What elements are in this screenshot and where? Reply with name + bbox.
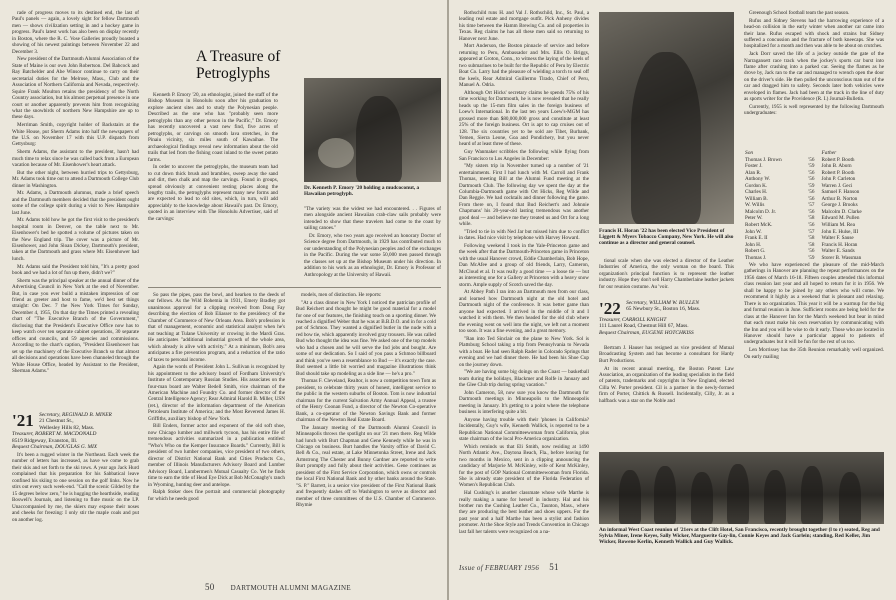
paragraph: rade of progress moves to its destined end, the last of Paul's panels — again, a lovely sight for fellow Dartmouth men — shows civilization setting in and a hockey game in progress. Paul's latest work has also been on display recently in Boston, where the R. C. Vose Galleries proudly boasted a showing of his newest paintings between November 22 and December 3. <box>12 10 139 55</box>
right-column-2-bottom <box>599 345 734 445</box>
reunion-person <box>691 472 713 524</box>
paragraph: Guy Wanmaker scribbles the following while flying from San Francisco to Los Angeles in December: <box>459 149 589 162</box>
paragraph: Although Ort Hicks' secretary claims he spends 75% of his time working for Dartmouth, he is now revealed that he really heads up the 15-mm film sales in the foreign business of Loew's International. In the last ten years Loew's-MGM has grossed more than $80,000,000 gross and constitute at least 25% of the foreign business. Ort is apt to cap cruises out of 128. The six countries yet to be sold are Tibet, Burbank, Yemen, Sierra Leone, Goa and Pondichery, but you never heard of at least three of these. <box>459 89 589 148</box>
roster-class-year: '56 <box>808 176 815 183</box>
left-column-1-bottom <box>12 452 139 578</box>
left-column-3 <box>296 292 436 576</box>
roster-class-year: '56 <box>808 208 815 215</box>
class-treasurer-address: 111 Laurel Road, Chestnut Hill 67, Mass. <box>599 323 689 330</box>
left-column-2 <box>148 292 285 576</box>
publication-title: DARTMOUTH ALUMNI MAGAZINE <box>230 584 351 592</box>
roster-class-year: '59 <box>808 254 815 261</box>
right-column-3-top <box>744 10 884 148</box>
left-footer <box>205 582 351 592</box>
paragraph: "At a class dinner in New York I noticed the patrician profile of Bud Reichert and thought he might be good material for a model for one of our features, the finishing touch on a sporting dinner. We reached a dignified Weber that he was at B.B.D.O. and in for a cold pot of Schmoo. They wanted a dignified butler in the nude with a red bow tie, which apparently involved gray trousers. He was called Bud who thought the idea was fine. We asked one of the top models who had a chosen and he will serve the Ind jobs and bought. Are some of our dedication. So I said of you pass a Schmoo billboard and think you've seen a resemblance to Bud — it's exactly the case. Bud seemed a little bit worried and magazine illustrations think Bud should take up modeling as a side line — he's a pro." <box>296 299 436 377</box>
paragraph: Hal Cushing's is another classmate whose wife Marthe is really making a name for herself in industry. Hal and his brother run the Cushing Leather Co., Taunton, Mass., where they are producing the best leather and shoes uppers. For the past year and a half Marthe has been a stylist and fashion promoter. At the Shoe Style and Trends Convention in Chicago last fall her talents were recognized on a na- <box>459 490 589 535</box>
roster-father: Edward M. Pullen <box>821 215 860 222</box>
roster-father: Samuel F. Hanson <box>821 189 860 196</box>
roster-son: Peter W. <box>745 215 763 222</box>
roster-class-year: '56 <box>808 156 815 163</box>
paragraph: Dr. Emory, who two years ago received an honorary Doctor of Science degree from Dartmouth, in 1929 has contributed much to our understanding of the Polynesian peoples and of the exchanges in the Pacific. During the war some 50,000 men passed through the classes set up at the Bishop Museum under his direction. In addition to his work as an ethnologist, Dr. Emory is Professor of Anthropology at the University of Hawaii. <box>304 233 441 278</box>
class-year: '21 <box>12 411 34 430</box>
roster-father: Warren J. Geci <box>821 182 853 189</box>
paragraph: Bill Enders, former actor and exponent of the old soft shoe, now Chicago lumber and millwork tycoon, has his entire file of tremendous activities summarized in a publication entitled: "Who's Who on the Kemper Insurance Boards." Currently, Bill is president of two lumber companies, vice president of two others, director of District National Bank and Cities Products Co., member of Illinois Manufacturers Advisory Board and Lumber Advisory Board, Lumbermen's Mutual Casualty Co. Yet he finds time to earn the title of Head Eye Dick at Bob McConaghy's ranch in Wyoming, hunting deer and antelope. <box>148 423 285 488</box>
roster-father: Storer B. Wassman <box>821 254 862 261</box>
roster-father: Robert P. Booth <box>821 156 855 163</box>
reunion-person <box>727 464 749 524</box>
class-bequest-chairman: Bequest Chairman, DOUGLAS G. MIX <box>12 444 98 451</box>
paragraph: At Abbey Path I ran into an Dartmouth men from our class, and learned how Dartmouth night at the old hotel and Dartmouth night of the conference. It was better game than anyone had expected. I arrived in the middle of it and I watched it with them. We then headed for the old club where the evening went on well into the night, we left not a moment too soon. It was a fine evening, and a great memory. <box>459 289 589 335</box>
class-treasurer-address: 8519 Ridgeway, Evanston, Ill. <box>12 437 78 444</box>
left-page <box>0 0 447 600</box>
roster-son: Alan R. <box>745 169 762 176</box>
paragraph: Bertram J. Hauser has resigned as vice president of Mutual Broadcasting System and has become a consultant for Hardy Burt Productions. <box>599 345 734 364</box>
emory-photo <box>304 78 441 182</box>
emory-photo-caption: Dr. Kenneth P. Emory '20 holding a mudcoconut, a Hawaiian petroglyph. <box>304 185 420 198</box>
roster-father: Arthur B. Norton <box>821 195 858 202</box>
roster-son: Robert G. <box>745 248 766 255</box>
roster-class-year: '57 <box>808 202 815 209</box>
paragraph: Sherm Adams, the assistant to the president, hasn't had much time to relax since he was called back from a European vacation because of Mr. Eisenhower's heart attack. <box>12 149 139 168</box>
paragraph: The January meeting of the Dartmouth Alumni Council in Minneapolis throws the spotlight on our '21 men there. Reg Wilde had lunch with Burt Chapman and Gene Kennedy while he was in Chicago on business. Burt handles the Varsity office of David C. Bell & Co., real estate, at Lake Minnetonka Street, Irene and Jack Armstrong The Chester and Bunny Gardner are reported to write Burt promptly and fully about their activities. Gene continues as president of the First Service Corporation, which owns or controls the local First National Bank and by other banks around the State. "S. P." Barrett, is a senior vice president of the First National Bank and frequently dashes off to Washington to serve as director and member of three committees of the U.S. Chamber of Commerce. Rhymie <box>296 424 436 509</box>
paragraph: Kenneth P. Emory '20, an ethnologist, joined the staff of the Bishop Museum in Honolulu soon after his graduation to explore ancient sites and to study the Polynesian people. Described as the one who has "probably seen more petroglyphs than any other person in the Pacific," Dr. Emory has recently uncovered a vast new find, five acres of petroglyphs, or carvings on smooth lava stretches, in the Pinaiu vicinity, six miles south of Kawaihae. The archaeological findings reveal new information about the old trails that led from the fishing coast inland to the sweet potato farms. <box>148 92 278 163</box>
paragraph: Thomas F. Cleveland, Realtor, is now a competition town Tom as president, to celebrate thirty years of honest, intelligent service to the public in the western suburbs of Boston. Tom is now industrial chairman for the current Salvation Army Annual Appeal, a trustee of the Henry Coonan Fund, a director of the Newton Co-operative Bank, a co-operator of the Newton Savings Bank and former chairman of the Newton Real Estate Board. <box>296 378 436 423</box>
paragraph: "Tried to tie in with Ned Jar but missed him due to conflict in dates. Had nice visit by telephone with Harvey Howard. <box>459 228 589 242</box>
roster-class-year: '56 <box>808 222 815 229</box>
paragraph: Mr. Adams told how he got the first visit to the president's hospital room in Denver, on the table next to Mr. Eisenhower's bed he spotted a volume of pictures taken on the New England trip. The cover was a picture of Mr. Eisenhower, and John Sloan Dickey, Dartmouth's president, taken at the Dartmouth and grass where Mr. Eisenhower had lunch. <box>12 217 139 262</box>
paragraph: Again the words of President John L. Sullivan is recognized by his appointment to the advisory board of Fordham University's Institute of Contemporary Russian Studies. His associates on the four-man board are Walter Bedell Smith, vice chairman of the American Machine and Foundry Co. and former director of the Central Intelligence Agency; Rear Admiral Harold B. Miller, USN (ret.), director of the information department of the American Petroleum Institute of America; and the Most Reverend James H. Griffiths, auxiliary bishop of New York. <box>148 364 285 422</box>
class-treasurer: Treasurer, CARROLL KNIGHT <box>599 317 667 323</box>
roster-son: John W. <box>745 228 762 235</box>
roster-class-year: '57 <box>808 228 815 235</box>
roster-father: Robert P. Booth <box>821 169 855 176</box>
paragraph: Rothschild runs H. and Val J. Rothschild, Inc., St. Paul, a leading real estate and mortgage outfit. Pick Anheny divides his time between the Hamm Brewing Co. and oil properties in Texas. Reg claims he has all these men said so returning to Hanover next June. <box>459 10 589 42</box>
emory-silhouette <box>356 96 402 182</box>
roster-son: Thomas J. Brown <box>745 156 782 163</box>
horan-silhouette <box>631 52 701 224</box>
left-column-1-top <box>12 10 139 410</box>
paragraph: So pass the pipes, pass the bowl, and hearken to the deeds of our fellows. As the Wild Bohemia in 1931, Emery Bradley got unanimous approval for a clipping received from Doug Fay describing the election of Bob Eliasser to the presidency of the Chamber of Commerce of New Orleans Area. Bob's profession is that of management, economic and statistical analyst when he's not teaching at Tulane University or crowing in the Mardi Gras. He anticipates "additional industrial growth of the whole area, which already is alive with activity." At a minimum, Bob's area anticipates a fire prevention program, and a reduction of the ratio of taxes to personal income. <box>148 292 285 363</box>
class-address-2: Wellesley Hills 82, Mass. <box>39 424 95 431</box>
right-column-2-top <box>599 258 734 298</box>
paragraph: Anyone having trouble with their 'phones in California? Incidentally, Guy's wife, Kenneth Wallick, is reported to be a Republican National Committeewoman from California, plus state chairman of the local Pro-America organization. <box>459 416 589 443</box>
paragraph: Currently, 1955 is well represented by the following Dartmouth undergraduates: <box>744 103 884 117</box>
right-page-number: 51 <box>549 562 559 572</box>
class-21-header <box>12 412 142 450</box>
roster-header-son: Son <box>745 150 754 156</box>
paragraph: Mort Anderson, the Boston pinnacle of service and before returning to Peru, Ambassador and Mrs. Ellis O. Briggs, appeared at Groton, Conn., to witness the laying of the keels of two submarines to be built for the Republic of Peru by Electric Boat Co. Larry had the pleasure of wielding a torch to seal off the keels, Rear Admiral Guillermo Tirado, Chief of Peru, Manuel A. Odria. <box>459 43 589 89</box>
roster-son: W. Willis <box>745 202 765 209</box>
roster-father: Francis H. Horan <box>821 241 858 248</box>
roster-father: John E. Hulse, III <box>821 228 859 235</box>
reunion-person <box>801 466 823 524</box>
roster-son: Foster J. <box>745 163 763 170</box>
class-year: '22 <box>599 299 621 318</box>
paragraph: tional scale when she was elected a director of the Leather Industries of America, the only woman on the board. This organization's principal function is to represent the leather industry. Hope they don't sell Harry Chamberlaine leather jackets for our reunion costume. Au 'voir. <box>599 258 734 290</box>
paragraph: Jack Dorr saved the life of a jockey outside the gate of the Narragansett race track when the jockey's sports car burst into flame after crashing into a parked car. Seeing the flames as he drove by, Jack ran to the car and managed to wrench open the door on the driver's side. He then pulled the unconscious man out of the car and dragged him to safety. Seconds later both vehicles were enveloped in flames. Jack had been at the track in the line of duty as sports writer for the Providence (R. I.) Journal-Bulletin. <box>744 51 884 103</box>
roster-son: Gordon K. <box>745 182 768 189</box>
reunion-person <box>654 466 676 524</box>
class-secretary: Secretary, REGINALD B. MINER <box>39 412 112 418</box>
roster-son: Robert McK. <box>745 222 773 229</box>
reunion-photo <box>599 452 884 524</box>
class-bequest-chairman: Bequest Chairman, EUGENE HOTCHKISS <box>599 329 694 336</box>
roster-class-year: '58 <box>808 241 815 248</box>
roster-father: George J. Brooks <box>821 202 858 209</box>
issue-date: Issue of FEBRUARY 1956 <box>459 564 540 572</box>
paragraph: Sherm was the principal speaker at the annual dinner of the Advertising Council in New York at the end of November. But, in case you ever build a mistaken impression of our friend as greeter and host to fame, we'd best set things straight: On Dec. 7 the New York Times for Sunday, December 4, 1955, On that day the Times printed a revealing chart of "The Executive Branch of the Government," disclosing that the President's Executive Office now has to keep watch over ten separate cabinet operations, 30 separate offices and councils, and 59 agencies and commissions. According to the chart's caption, "President Eisenhower has set up the machinery of the Executive Branch so that almost all decisions and operations have been channeled through the White House Office, headed by Assistant to the President, Sherman Adams." <box>12 277 139 374</box>
roster-father: John P. Carleton <box>821 176 856 183</box>
paragraph: It's been a rugged winter in the Northeast. Each week the number of letters has increased, as have we come to grab their skis and set forth to the ski tows. A year ago Jack Hurd complained that his preparation for his Sabbatical leave confined his skiing to one session on the golf links. Now he stirs out every such week-end. "Call the scenic Gilded by the 15 degrees below zero," he is hugging the hearthside, reading Boswell's Journals, and listening to flute music on the LP. Unaccompanied by me, the skiers may expose their noses and cheeks for freezing: I only stir the maple coals and put on another log. <box>12 452 139 523</box>
roster-class-year: '56 <box>808 248 815 255</box>
right-footer <box>459 562 573 572</box>
roster-son: Thomas J. <box>745 254 767 261</box>
roster-father: Walter F. Sause <box>821 235 854 242</box>
paragraph: models, men of distinction. He reports: <box>301 292 382 298</box>
paragraph: We who have experienced the pleasure of the mid-March gatherings in Hanover are planning the repeat performances on the 1956 dates of March 16-18. Fifteen couples attended this informal class reunion last year and all hoped to return for it in 1956. We shall be happy to be joined by any others who will come. We recommend it highly as a weekend that is pleasant and relaxing. There is no organization. This year it will be a warmup for the big and formal reunion in June. Sufficient rooms are being held for the class at the Hanover Inn for the March weekend but bear in mind that each must make his own reservation by communicating with the Inn and you will be wise to do it early. Those who are located in Hanover should have a particular appeal to patients of undergraduates but it will be fun for the rest of us too. <box>744 262 884 346</box>
right-column-1 <box>459 10 589 576</box>
paragraph: But the other night, between hurried trips to Gettysburg, Mr. Adams took time out to attend a Dartmouth College Club dinner in Washington. <box>12 169 139 189</box>
roster-father: Malcolm D. Clarke <box>821 208 862 215</box>
reunion-photo-caption: An informal West Coast reunion of '21ers at the Clift Hotel, San Francisco, recently brought together (l to r) seated, Reg and Sylvia Miner, Irene Keyes, Sally Wicker, Marguerite Gay-lin, Connie Keyes and Jack Garlein; standing, Red Keller, Jim Wicker, Rowene Kerlin, Kenneth Wallick and Guy Wallick. <box>599 527 880 546</box>
roster-class-year: '59 <box>808 182 815 189</box>
article-body-right <box>304 206 441 280</box>
reunion-person <box>764 470 786 524</box>
roster-son: Anthony W. <box>745 176 771 183</box>
roster-row <box>744 255 884 262</box>
paragraph: Merriman Smith, copyright holder of Backstairs at the White House, put Sherm Adams into half the newspapers of the U.S. on November 17 with this U.P. dispatch from Gettysburg: <box>12 122 139 148</box>
roster-father: John B. Aborn <box>821 163 852 170</box>
class-treasurer: Treasurer, ROBERT M. MACDONALD <box>12 431 97 438</box>
paragraph: "My sisters trip in November turned up a number of '21 entertainments. First I had lunch with M. Carroll and Frank Thomas, meeting Bill at the Alumni Fund meeting at the Dartmouth Club. The following day we spent the day at the Columbia-Dartmouth game with Ort Hicks, Reg Wilde and Dan Reggie. We had cocktails and dinner following the game. From there on, I found that Bud Reichert's and Johnnie Chapmans' his 20-year-old lasting tremendous was another good deal — and believe me they treated us and Ort for a long while. <box>459 163 589 228</box>
roster-son: John H. <box>745 241 762 248</box>
article-rule <box>148 287 441 288</box>
paragraph: Which reminds us that Eli Smith, now residing at 1490 North Atlantic Ave., Daytona Beach, Fla., before leaving for two months in Mexico, sent in a clipping announcing the candidacy of Marjorie M. McKinley, wife of Kent McKinley, for the post of GOP National Committeewoman from Florida. She is already state president of the Florida Federation of Women's Republican Club. <box>459 443 589 489</box>
paragraph: New president of the Dartmouth Alumni Association of the State of Maine is our own John Robertson. Del Babcock and Ray Batchelder and Abe Winsor continue to carry on their secretarial duties for the Melrose, Mass., Club and the Association of Northern California and Nevada, respectively. Squire Frank Moulton retains the presidency of the North Country association, but his almost perpetual presence in one court or another apparently prevents him from recognizing what the snowbirds of northern New Hampshire are up to these days. <box>12 56 139 121</box>
reunion-person <box>619 470 641 524</box>
roster-class-year: '56 <box>808 195 815 202</box>
roster-class-year: '59 <box>808 163 815 170</box>
class-address-1: 65 Newbury St., Boston 16, Mass. <box>626 306 701 313</box>
roster-son: Malcolm D. Jr. <box>745 208 777 215</box>
paragraph: Ralph Stoker does fine portrait and commercial photography for which he needs good <box>148 489 285 502</box>
paragraph: Len Morrissey has the 35th Reunion remarkably well organized. On early mailing <box>744 347 884 360</box>
undergraduate-roster <box>744 150 884 261</box>
paragraph: At its recent annual meeting, the Boston Patent Law Association, an organization of the leading specialists in the field of patents, trademarks and copyrights in New England, elected Cilla W. Porter president. Cil is a partner in the newly-formed firm of Porter, Chittick & Russell. Incidentally, Cilly, Jr. as a halfback was a star on the Noble and <box>599 365 734 404</box>
article-quote: "The variety was the widest we had encountered. . . Figures of men alongside ancient Hawaiian crab-claw sails probably were intended to show that these travelers had come to the coast by sailing canoes." <box>304 206 441 232</box>
right-column-3-bottom <box>744 262 884 446</box>
roster-father: William M. Rea <box>821 222 855 229</box>
roster-class-year: '58 <box>808 235 815 242</box>
paragraph: Greenough School football team the past season. <box>749 10 850 16</box>
paragraph: "We are having some big doings on the Coast — basketball team during the holidays, Blackmer and Rolfe in January and the Glee Club trip during spring vacation." <box>459 369 589 389</box>
paragraph: Mr. Adams, a Dartmouth alumnus, made a brief speech and the Dartmouth members decided that the president ought some of the college spirit during a visit to New Hampshire last June. <box>12 190 139 216</box>
class-secretary: Secretary, WILLIAM W. BULLEN <box>626 300 699 306</box>
paragraph: Mr. Adams said the President told him, "It's a pretty good book and we had a lot of fun up there, didn't we?" <box>12 263 139 276</box>
paragraph: "Ran into Ted Sinclair on the plane to New York. Sol is Plattsburg School taking a trip from Pennsylvania to Nevada with a boat. He had seen Ralph Rader in Colorado Springs that evening and we had dinner there. He had been his Shoe Cup on the journey down. <box>459 335 589 368</box>
article-body-left <box>148 92 278 282</box>
class-address-1: 21 Chestnut St., <box>39 418 74 425</box>
paragraph: Rufus and Sidney Stevens had the harrowing experience of a head-on collision in the early winter when another car came into their lane. Rufus escaped with shock and strains but Sidney suffered a concussion and the fracture of both kneecaps. She was hospitalized for a month and then was able to be about on crutches. <box>744 17 884 50</box>
class-22-header <box>599 300 734 336</box>
right-page <box>449 0 896 600</box>
article-title: A Treasure of Petroglyphs <box>196 48 281 82</box>
petroglyph-stone <box>318 138 354 168</box>
horan-photo-caption: Francis H. Horan '22 has been elected Vice President of Liggett & Myers Tobacco Company, New York. He will also continue as a director and general counsel. <box>599 228 734 247</box>
roster-class-year: '56 <box>808 169 815 176</box>
paragraph: In order to uncover the petroglyphs, the museum team had to cut down thick brush and brambles, sweep away the sand and dirt, then chalk and map the carvings. Found in groups, spread obviously at convenient resting places along the lengthy trails, the petroglyphs represent many new forms and are expected to lead to old sites, which, in turn, will add appreciably to the knowledge about Hawaii's past. Dr. Emory, quoted in an interview with The Honolulu Advertiser, said of the carvings: <box>148 164 278 222</box>
roster-father: Walter E. Sands <box>821 248 855 255</box>
roster-son: Charles H. <box>745 189 768 196</box>
reunion-person <box>839 472 861 524</box>
roster-class-year: '58 <box>808 215 815 222</box>
roster-header-father: Father <box>821 150 837 156</box>
left-page-number: 50 <box>205 582 215 592</box>
roster-son: Frank E. II <box>745 235 768 242</box>
paragraph: Following weekend I took in the Yale-Princeton game and the week after that the Dartmouth-Princeton game in Princeton with the usual Hanover crowd, Eddie Chamberlain, Bob Hope, Dan McAfee and a group of old friends, Larry, Cameron, McCloud et al. It was really a good time — a loose tie — but as interesting one for a Gallery at Princeton with a heavy snow storm. Ample supply of Scotch saved the day. <box>459 242 589 288</box>
roster-class-year: '56 <box>808 189 815 196</box>
roster-son: William B. <box>745 195 768 202</box>
paragraph: John Cameron, 58, now sure you know the Dartmouth for Dartmouth meetings in Minneapolis to the Minneapolis meeting in January. It's getting to a point where the telephone business is interfering quite a bit. <box>459 389 589 416</box>
horan-photo <box>599 12 734 224</box>
